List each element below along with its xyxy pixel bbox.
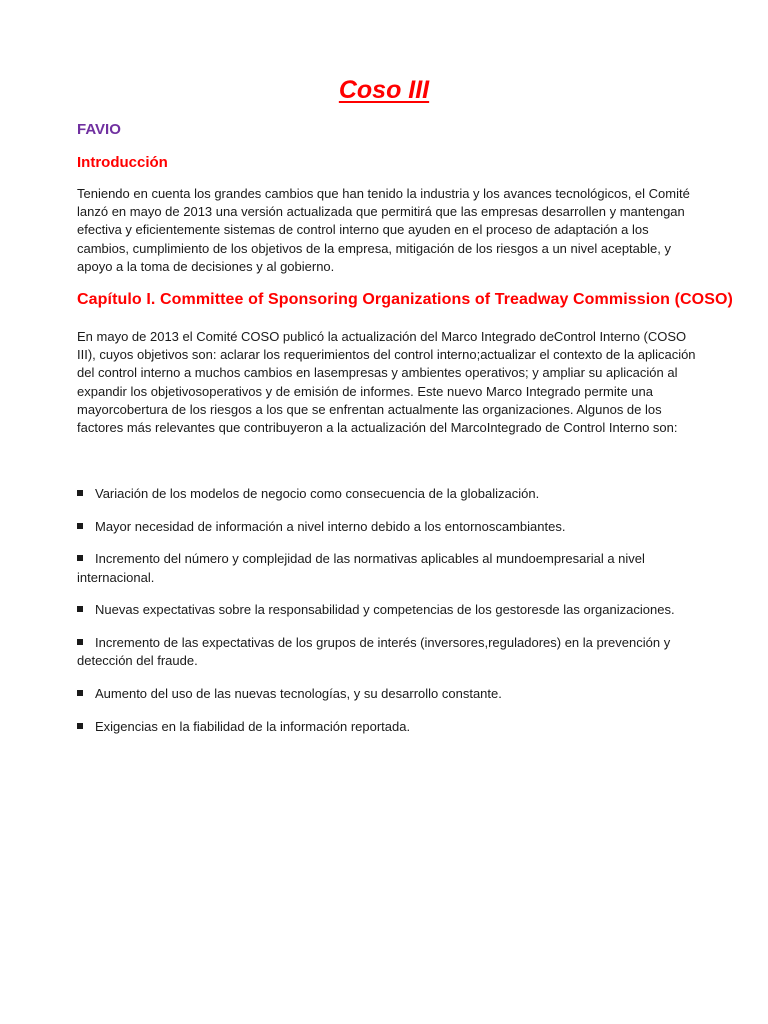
square-bullet-icon [77,606,83,612]
list-item [77,634,697,670]
list-item-text: Incremento de las expectativas de los grupos de interés (inversores,reguladores) en la prevención y detección del fraude. [77,635,671,669]
list-item [77,685,697,703]
list-item [77,518,697,536]
square-bullet-icon [77,523,83,529]
list-item [77,550,697,586]
factors-bullet-list [77,485,697,750]
list-item-text: Mayor necesidad de información a nivel interno debido a los entornoscambiantes. [95,518,566,534]
square-bullet-icon [77,555,83,561]
list-item [77,485,697,503]
list-item-text: Nuevas expectativas sobre la responsabilidad y competencias de los gestoresde las organizaciones. [95,602,675,618]
square-bullet-icon [77,723,83,729]
list-item [77,718,697,736]
list-item-text: Exigencias en la fiabilidad de la información reportada. [95,718,411,734]
section-heading-introduccion: Introducción [77,154,168,171]
square-bullet-icon [77,490,83,496]
square-bullet-icon [77,690,83,696]
chapter-1-paragraph: En mayo de 2013 el Comité COSO publicó la actualización del Marco Integrado deControl Interno (COSO III), cuyos objetivos son: aclarar los requerimientos del control interno;actualizar el contexto de la aplicación del control interno a muchos cambios en lasempresas y ambientes operativos; y ampliar su aplicación al expandir los objetivosoperativos y de emisión de informes. Este nuevo Marco Integrado permite una mayorcobertura de los riesgos a los que se enfrentan actualmente las organizaciones. Algunos de los factores más relevantes que contribuyeron a la actualización del MarcoIntegrado de Control Interno son: [77,329,696,436]
document-title: Coso III [338,76,430,104]
square-bullet-icon [77,639,83,645]
list-item-text: Aumento del uso de las nuevas tecnologías, y su desarrollo constante. [95,685,502,701]
intro-paragraph: Teniendo en cuenta los grandes cambios que han tenido la industria y los avances tecnológicos, el Comité lanzó en mayo de 2013 una versión actualizada que permitirá que las empresas desarrollen y mantengan efectiva y eficientemente sistemas de control interno que ayuden en el proceso de adaptación a los cambios, cumplimiento de los objetivos de la empresa, mitigación de los riesgos a un nivel aceptable, y apoyo a la toma de decisiones y al gobierno. [77,186,690,274]
section-heading-capitulo-1: Capítulo I. Committee of Sponsoring Organizations of Treadway Commission (COSO) [77,291,733,308]
list-item-text: Variación de los modelos de negocio como consecuencia de la globalización. [95,486,540,501]
list-item-text: Incremento del número y complejidad de las normativas aplicables al mundoempresarial a nivel internacional. [77,551,645,585]
author-name: FAVIO [77,121,121,138]
list-item [77,601,697,619]
